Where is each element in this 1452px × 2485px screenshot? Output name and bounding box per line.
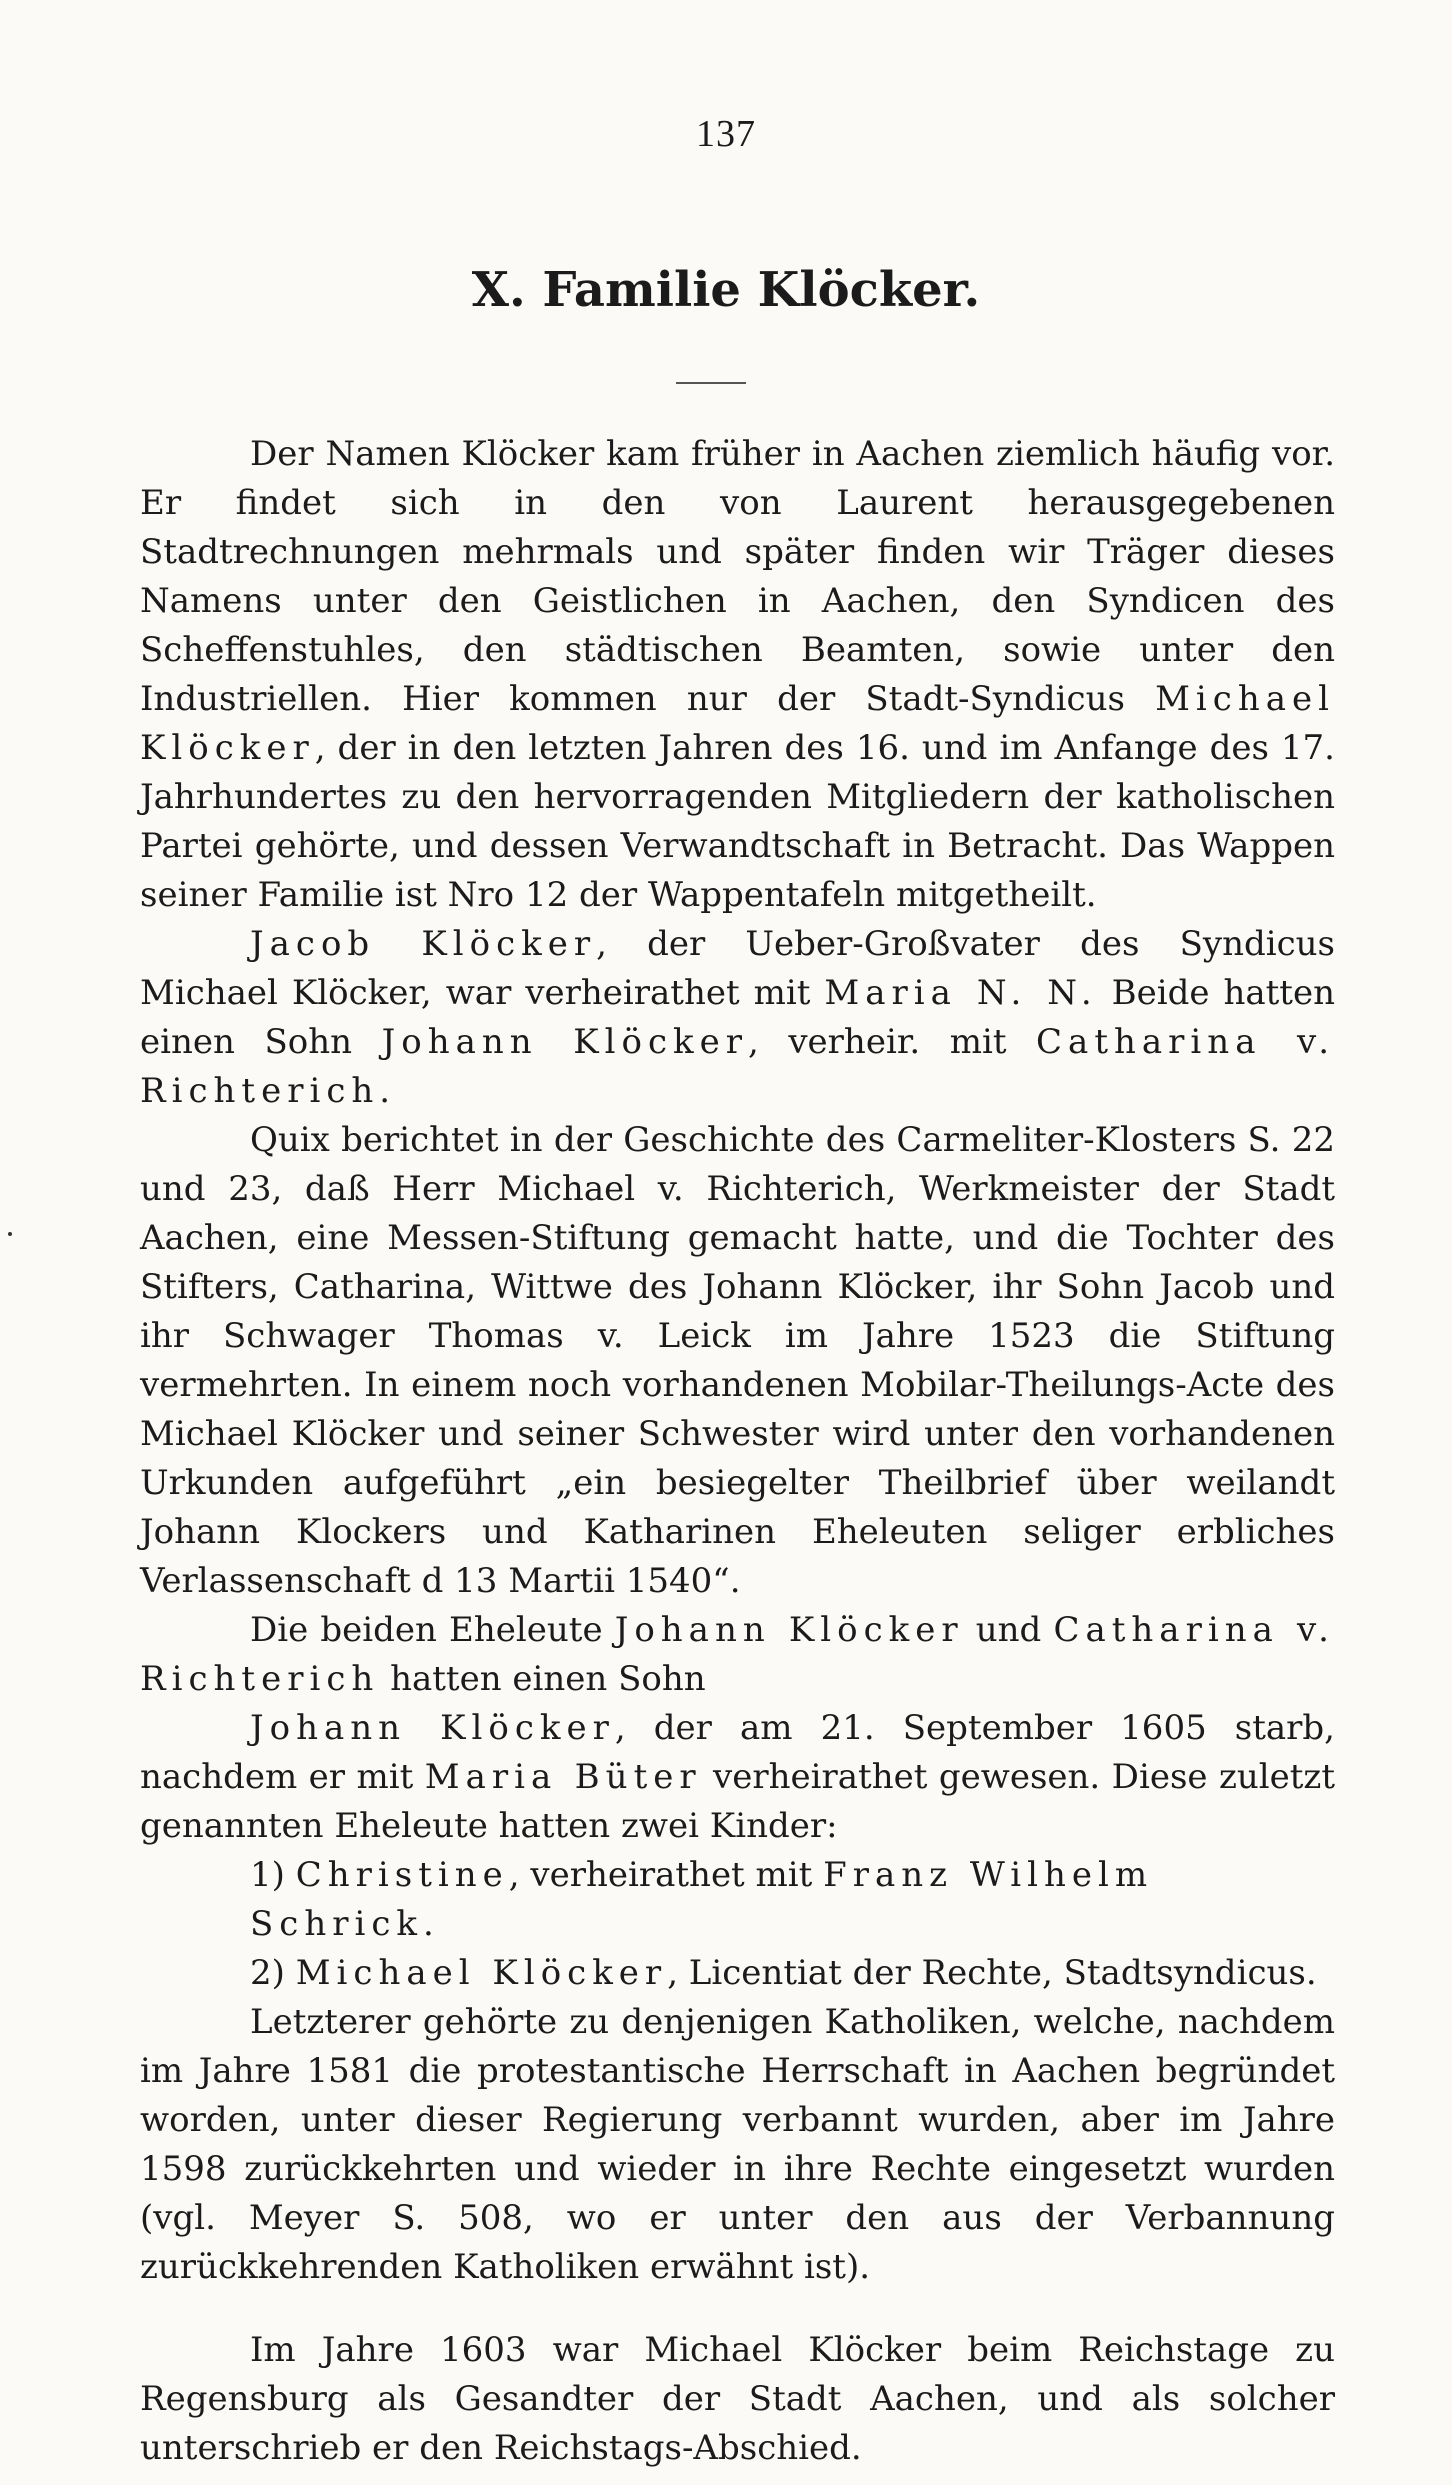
paragraph-5 [140, 1704, 1335, 1851]
paragraph-text: , verheir. mit [747, 1022, 1037, 1062]
paragraph-text: , verheirathet mit [508, 1855, 824, 1895]
paragraph-text: Die beiden Eheleute [250, 1610, 615, 1650]
margin-mark [8, 1232, 12, 1236]
paragraph-text: Beide hatten einen Sohn [140, 973, 1335, 1062]
person-name: Johann Klöcker [250, 1708, 615, 1748]
paragraph-2 [140, 920, 1335, 1116]
paragraph-text: , der in den letzten Jahren des 16. und im Anfange des 17. Jahrhundertes zu den hervorragenden Mitgliedern der katholischen Partei gehörte, und dessen Verwandtschaft in Betracht. Das Wappen seiner Familie ist Nro 12 der Wappentafeln mitgetheilt. [140, 728, 1335, 915]
paragraph-3 [140, 1116, 1335, 1606]
paragraph-text: Quix berichtet in der Geschichte des Carmeliter-Klosters S. 22 und 23, daß Herr Michael v. Richterich, Werkmeister der Stadt Aachen, eine Messen-Stiftung gemacht hatte, und die Tochter des Stifters, Catharina, Wittwe des Johann Klöcker, ihr Sohn Jacob und ihr Schwager Thomas v. Leick im Jahre 1523 die Stiftung vermehrten. In einem noch vorhandenen Mobilar-Theilungs-Acte des Michael Klöcker und seiner Schwester wird unter den vorhandenen Urkunden aufgeführt „ein besiegelter Theilbrief über weilandt Johann Klockers und Katharinen Eheleuten seliger erbliches Verlassenschaft d 13 Martii 1540“. [140, 1120, 1335, 1601]
paragraph-text: Letzterer gehörte zu denjenigen Katholiken, welche, nachdem im Jahre 1581 die protestantische Herrschaft in Aachen begründet worden, unter dieser Regierung verbannt wurden, aber im Jahre 1598 zurückkehrten und wieder in ihre Rechte eingesetzt wurden (vgl. Meyer S. 508, wo er unter den aus der Verbannung zurückkehrenden Katholiken erwähnt ist). [140, 2002, 1335, 2287]
page-number: 137 [696, 113, 756, 155]
list-item-2 [140, 1949, 1335, 1998]
paragraph-4 [140, 1606, 1335, 1704]
paragraph-text: . [423, 1904, 434, 1944]
person-name: Michael Klöcker [295, 1953, 668, 1993]
list-number: 2) [250, 1953, 296, 1993]
paragraph-text: , der Ueber-Großvater des Syndicus Michael Klöcker, war verheirathet mit [140, 924, 1335, 1013]
paragraph-text: , der am 21. September 1605 starb, nachdem er mit [140, 1708, 1335, 1797]
person-name: Franz Wilhelm Schrick [250, 1855, 1154, 1944]
chapter-title: X. Familie Klöcker. [471, 262, 981, 318]
paragraph-9 [140, 2326, 1335, 2473]
person-name: Johann Klöcker [614, 1610, 964, 1650]
paragraph-text: Der Namen Klöcker kam früher in Aachen ziemlich häufig vor. Er findet sich in den von Laurent herausgegebenen Stadtrechnungen mehrmals und später finden wir Träger dieses Namens unter den Geistlichen in Aachen, den Syndicen des Scheffenstuhles, den städtischen Beamten, sowie unter den Industriellen. Hier kommen nur der Stadt-Syndicus [140, 434, 1335, 719]
paragraph-8 [140, 1998, 1335, 2292]
person-name: Christine [295, 1855, 509, 1895]
person-name: Catharina v. Richterich [140, 1610, 1335, 1699]
paragraph-text: hatten einen Sohn [379, 1659, 706, 1699]
paragraph-1 [140, 430, 1335, 920]
title-rule [676, 382, 746, 384]
person-name: Jacob Klöcker [250, 924, 597, 964]
list-number: 1) [250, 1855, 296, 1895]
list-item-1 [140, 1851, 1335, 1949]
person-name: Maria Büter [424, 1757, 702, 1797]
person-name: Michael Klöcker [140, 679, 1335, 768]
person-name: Johann Klöcker [381, 1022, 748, 1062]
person-name: Maria N. N. [824, 973, 1098, 1013]
paragraph-text: Im Jahre 1603 war Michael Klöcker beim Reichstage zu Regensburg als Gesandter der Stadt Aachen, und als solcher unterschrieb er den Reichstags-Abschied. [140, 2330, 1335, 2468]
person-name: Catharina v. Richterich [140, 1022, 1335, 1111]
paragraph-text: und [963, 1610, 1054, 1650]
body-text [140, 430, 1335, 2473]
paragraph-text: verheirathet gewesen. Diese zuletzt genannten Eheleute hatten zwei Kinder: [140, 1757, 1336, 1846]
paragraph-text: . [379, 1071, 391, 1111]
paragraph-text: , Licentiat der Rechte, Stadtsyndicus. [667, 1953, 1317, 1993]
